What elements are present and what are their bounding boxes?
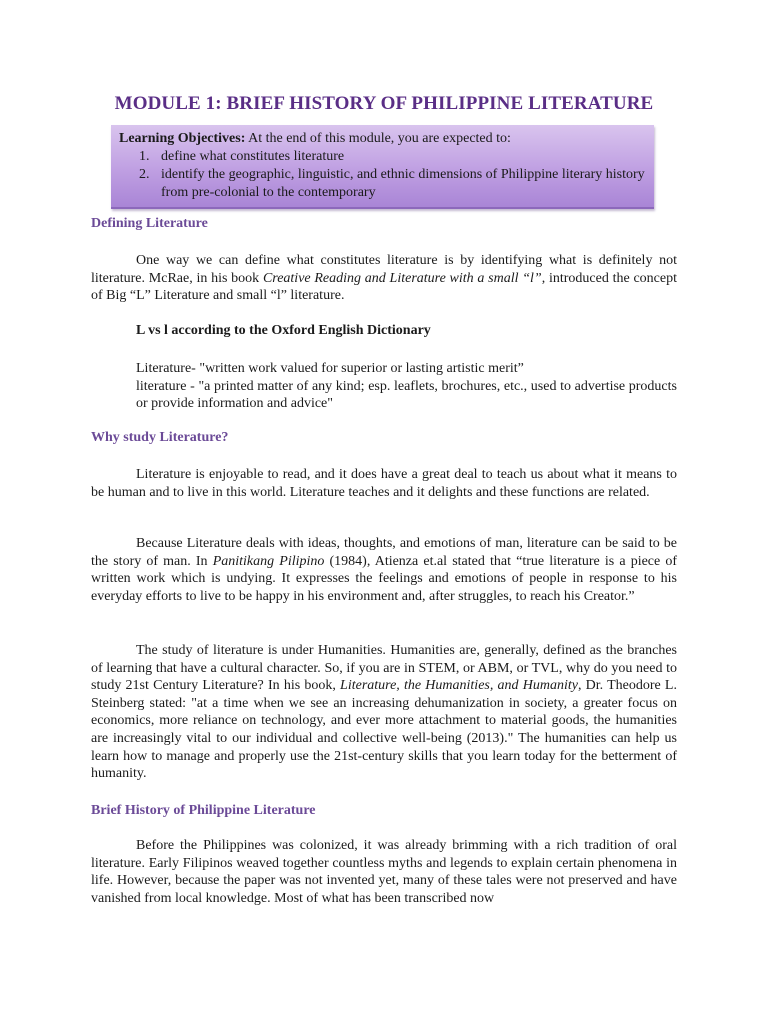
objective-number: 2. [139, 167, 150, 182]
definition-big-l: Literature- "written work valued for superior or lasting artistic merit” [136, 361, 524, 376]
objective-item [119, 166, 646, 202]
paragraph-why-1 [91, 466, 677, 501]
paragraph-text: One way we can define what constitutes literature is by identifying what is definitely not literature. McRae, in his book [91, 253, 677, 286]
paragraph-why-3 [91, 642, 677, 783]
paragraph-text: Because Literature deals with ideas, thoughts, and emotions of man, literature can be said to be the story of man. In [91, 536, 677, 569]
page-title: MODULE 1: BRIEF HISTORY OF PHILIPPINE LITERATURE [114, 93, 654, 114]
definitions-block [136, 360, 677, 413]
book-title: Creative Reading and Literature with a small “l” [262, 270, 542, 286]
book-title: Panitikang Pilipino [212, 553, 325, 569]
paragraph-text: , Dr. Theodore L. Steinberg stated: "at a time when we see an increasing dehumanization in society, a greater focus on economics, more reliance on technology, and ever more attachment to material goods, the humanities are increasingly vital to our individual and collective well-being (2013)." The humanities can help us learn how to manage and properly use the 21st-century skills that you learn today for the betterment of humanity. [91, 678, 677, 782]
objective-item [119, 148, 646, 166]
paragraph-text: (1984), Atienza et.al stated that “true literature is a piece of written work which is undying. It expresses the feelings and emotions of people in response to his everyday efforts to live to be happy in his environment and, after struggles, to reach his Creator.” [91, 553, 678, 604]
objective-text: define what constitutes literature [161, 149, 345, 164]
paragraph-why-2 [91, 535, 677, 605]
objective-text: identify the geographic, linguistic, and ethnic dimensions of Philippine literary history from pre-colonial to the contemporary [161, 167, 645, 200]
heading-why-study: Why study Literature? [91, 430, 229, 445]
paragraph-history-1 [91, 837, 677, 907]
paragraph-defining-literature [91, 252, 677, 305]
heading-defining-literature: Defining Literature [91, 216, 208, 231]
learning-objectives-box [111, 125, 654, 209]
paragraph-text: Literature is enjoyable to read, and it does have a great deal to teach us about what it means to be human and to live in this world. Literature teaches and it delights and these functions are related. [91, 467, 677, 500]
paragraph-text: Before the Philippines was colonized, it was already brimming with a rich tradition of oral literature. Early Filipinos weaved together countless myths and legends to explain certain phenomena in life. However, because the paper was not invented yet, many of these tales were not preserved and have vanished from local knowledge. Most of what has been transcribed now [91, 838, 677, 906]
book-title: Literature, the Humanities, and Humanity [340, 678, 578, 694]
paragraph-text: The study of literature is under Humanities. Humanities are, generally, defined as the branches of learning that have a cultural character. So, if you are in STEM, or ABM, or TVL, why do you need to study 21st Century Literature? In his book, [91, 643, 677, 694]
objectives-label: Learning Objectives: [119, 131, 246, 146]
heading-brief-history: Brief History of Philippine Literature [91, 803, 316, 818]
definition-small-l: literature - "a printed matter of any kind; esp. leaflets, brochures, etc., used to advertise products or provide information and advice" [136, 378, 677, 412]
paragraph-text: , introduced the concept of Big “L” Literature and small “l” literature. [91, 270, 677, 304]
objectives-intro: At the end of this module, you are expected to: [245, 131, 511, 146]
objective-number: 1. [139, 149, 150, 164]
objectives-list [119, 148, 646, 202]
objectives-intro-line [119, 130, 646, 148]
heading-oxford-definitions: L vs l according to the Oxford English Dictionary [136, 323, 431, 338]
